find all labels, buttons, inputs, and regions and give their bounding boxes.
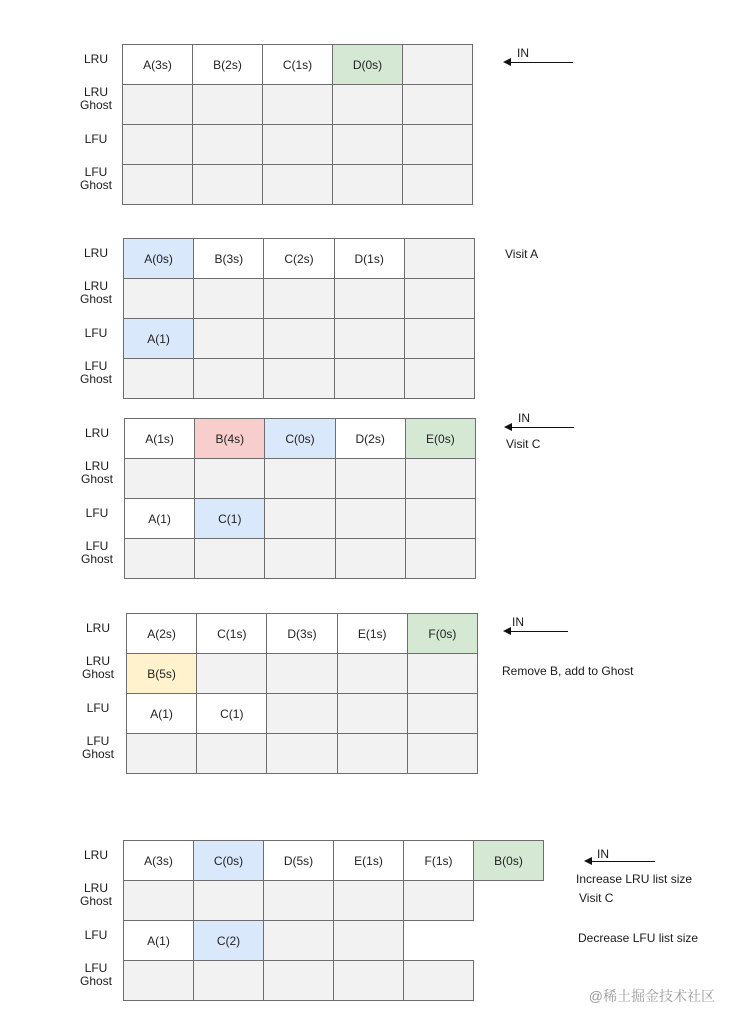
lfu-cell: C(1): [194, 498, 265, 539]
lfu-cell: [405, 498, 476, 539]
lfu-cell: [264, 498, 335, 539]
lfu-cell: [266, 693, 337, 734]
lru-cell: A(0s): [123, 238, 194, 279]
lfu-ghost-cell: [407, 733, 478, 774]
lfu-cell: A(1): [123, 920, 194, 961]
lru-cell: A(2s): [126, 613, 197, 654]
lfu-ghost-cell: [194, 538, 265, 579]
lru-row-label: LRU: [83, 51, 108, 66]
lfu-ghost-row-label: LFU Ghost: [79, 165, 112, 192]
lru-ghost-cell: [263, 278, 334, 319]
lru-ghost-cell: [337, 653, 408, 694]
lfu-cell: C(1): [196, 693, 267, 734]
lfu-cell: [263, 920, 334, 961]
lfu-ghost-cell: [263, 960, 334, 1001]
lru-ghost-cell: B(5s): [126, 653, 197, 694]
insert-arrow-icon: [505, 631, 568, 632]
lru-ghost-cell: [196, 653, 267, 694]
lru-cell: D(0s): [332, 44, 403, 85]
lru-ghost-cell: [124, 458, 195, 499]
lfu-row-label: LFU: [84, 325, 108, 340]
lru-cell: B(0s): [473, 840, 544, 881]
lfu-ghost-cell: [193, 358, 264, 399]
lfu-ghost-cell: [196, 733, 267, 774]
lru-ghost-cell: [402, 84, 473, 125]
lru-ghost-row-label: LRU Ghost: [80, 459, 113, 486]
lfu-ghost-cell: [262, 164, 333, 205]
lfu-ghost-cell: [122, 164, 193, 205]
lfu-ghost-row-label: LFU Ghost: [81, 734, 114, 761]
lfu-ghost-cell: [332, 164, 403, 205]
lru-ghost-cell: [335, 458, 406, 499]
lru-cell: D(1s): [334, 238, 405, 279]
in-label: IN: [518, 411, 530, 425]
step-note: Visit C: [579, 891, 614, 905]
lfu-cell: [335, 498, 406, 539]
lfu-cell: [407, 693, 478, 734]
lru-cell: F(1s): [403, 840, 474, 881]
lru-ghost-cell: [404, 278, 475, 319]
lru-ghost-cell: [333, 880, 404, 921]
lfu-cell: A(1): [123, 318, 194, 359]
lru-ghost-cell: [264, 458, 335, 499]
lfu-cell: [402, 124, 473, 165]
insert-arrow-icon: [506, 427, 574, 428]
insert-arrow-icon: [586, 861, 655, 862]
lfu-ghost-cell: [123, 358, 194, 399]
lfu-ghost-row-label: LFU Ghost: [79, 359, 112, 386]
lfu-cell: [122, 124, 193, 165]
lfu-ghost-cell: [402, 164, 473, 205]
lru-ghost-cell: [123, 880, 194, 921]
lfu-cell: [337, 693, 408, 734]
step-note: Decrease LFU list size: [578, 931, 699, 945]
lru-row-label: LRU: [83, 245, 108, 260]
lru-cell: D(2s): [335, 418, 406, 459]
insert-arrow-icon: [505, 62, 573, 63]
step-note: Visit A: [505, 247, 539, 261]
lru-cell: A(3s): [123, 840, 194, 881]
lru-ghost-cell: [122, 84, 193, 125]
lru-ghost-cell: [266, 653, 337, 694]
in-label: IN: [597, 847, 609, 861]
lfu-ghost-cell: [334, 358, 405, 399]
lfu-ghost-cell: [124, 538, 195, 579]
lfu-cell: [192, 124, 263, 165]
lru-ghost-cell: [193, 278, 264, 319]
lru-ghost-cell: [407, 653, 478, 694]
lru-cell: C(1s): [262, 44, 333, 85]
lfu-cell: A(1): [124, 498, 195, 539]
lru-cell: B(4s): [194, 418, 265, 459]
lfu-ghost-cell: [266, 733, 337, 774]
lru-cell: D(5s): [263, 840, 334, 881]
lru-ghost-cell: [403, 880, 474, 921]
lru-ghost-cell: [192, 84, 263, 125]
lfu-ghost-cell: [403, 960, 474, 1001]
lru-row-label: LRU: [83, 847, 108, 862]
in-label: IN: [512, 615, 524, 629]
lfu-ghost-cell: [404, 358, 475, 399]
step-note: Visit C: [506, 437, 541, 451]
lfu-cell: [263, 318, 334, 359]
lru-cell: A(3s): [122, 44, 193, 85]
lru-cell: E(1s): [337, 613, 408, 654]
lru-ghost-row-label: LRU Ghost: [79, 85, 112, 112]
lru-cell: B(2s): [192, 44, 263, 85]
lfu-ghost-cell: [123, 960, 194, 1001]
lru-cell: [402, 44, 473, 85]
lru-cell: [404, 238, 475, 279]
lfu-ghost-row-label: LFU Ghost: [79, 961, 112, 988]
watermark: @稀土掘金技术社区: [588, 988, 715, 1004]
lfu-cell: [262, 124, 333, 165]
lru-ghost-cell: [193, 880, 264, 921]
lru-cell: C(0s): [264, 418, 335, 459]
step-note: Increase LRU list size: [576, 872, 693, 886]
lfu-row-label: LFU: [84, 927, 108, 942]
lru-cell: A(1s): [124, 418, 195, 459]
lfu-ghost-cell: [335, 538, 406, 579]
lfu-cell: C(2): [193, 920, 264, 961]
lru-ghost-cell: [263, 880, 334, 921]
lru-cell: C(1s): [196, 613, 267, 654]
lru-ghost-row-label: LRU Ghost: [81, 654, 114, 681]
in-label: IN: [517, 46, 529, 60]
lfu-cell: A(1): [126, 693, 197, 734]
lfu-ghost-cell: [333, 960, 404, 1001]
lfu-ghost-cell: [192, 164, 263, 205]
lru-ghost-cell: [123, 278, 194, 319]
lfu-cell: [404, 318, 475, 359]
lfu-cell: [333, 920, 404, 961]
lru-ghost-row-label: LRU Ghost: [79, 881, 112, 908]
lru-cell: E(1s): [333, 840, 404, 881]
lfu-ghost-cell: [264, 538, 335, 579]
lfu-ghost-cell: [263, 358, 334, 399]
lru-row-label: LRU: [85, 620, 110, 635]
lru-cell: C(0s): [193, 840, 264, 881]
lru-ghost-cell: [262, 84, 333, 125]
lfu-row-label: LFU: [84, 131, 108, 146]
lru-ghost-cell: [332, 84, 403, 125]
lru-cell: E(0s): [405, 418, 476, 459]
lfu-cell: [334, 318, 405, 359]
lru-cell: D(3s): [266, 613, 337, 654]
lru-row-label: LRU: [84, 425, 109, 440]
lfu-ghost-cell: [193, 960, 264, 1001]
lru-ghost-cell: [194, 458, 265, 499]
lfu-ghost-cell: [337, 733, 408, 774]
lru-ghost-cell: [334, 278, 405, 319]
lru-cell: B(3s): [193, 238, 264, 279]
lru-ghost-cell: [405, 458, 476, 499]
lru-cell: C(2s): [263, 238, 334, 279]
lfu-row-label: LFU: [85, 505, 109, 520]
lru-cell: F(0s): [407, 613, 478, 654]
step-note: Remove B, add to Ghost: [502, 664, 634, 678]
lfu-ghost-cell: [126, 733, 197, 774]
lru-ghost-row-label: LRU Ghost: [79, 279, 112, 306]
lfu-cell: [193, 318, 264, 359]
lfu-row-label: LFU: [86, 700, 110, 715]
lfu-ghost-row-label: LFU Ghost: [80, 539, 113, 566]
lfu-ghost-cell: [405, 538, 476, 579]
lfu-cell: [332, 124, 403, 165]
